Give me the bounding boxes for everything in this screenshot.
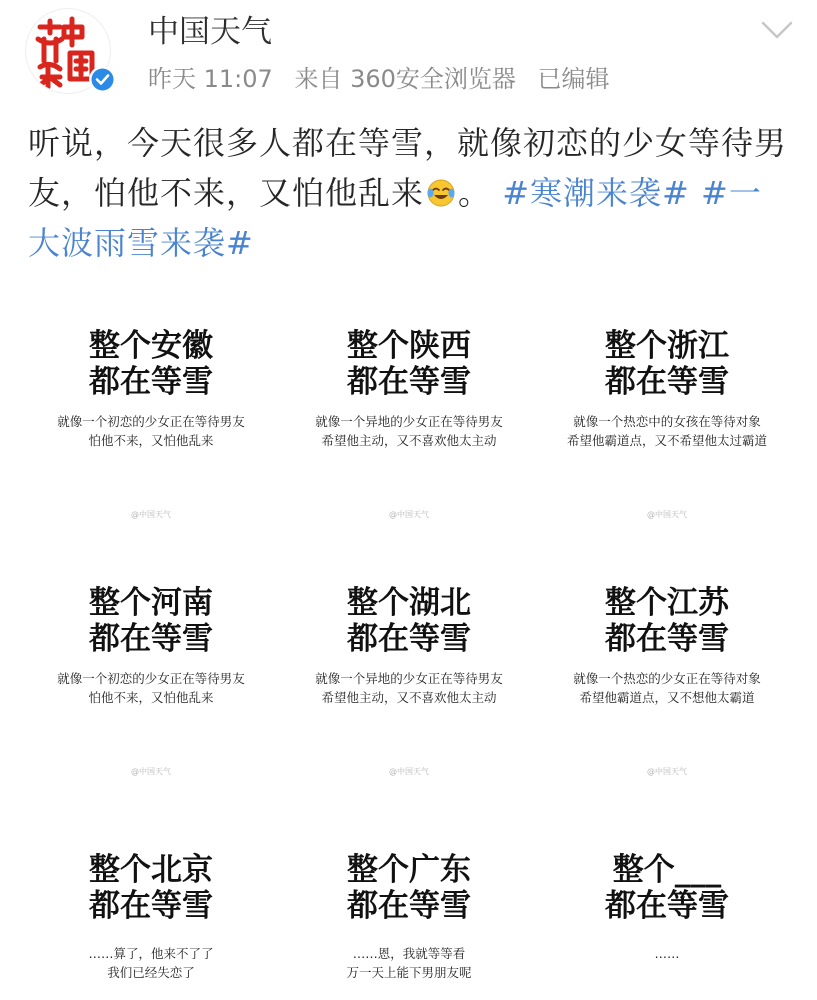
image-title: 整个江苏 都在等雪 [605, 585, 729, 657]
edited-label[interactable]: 已编辑 [537, 65, 610, 93]
author-name[interactable]: 中国天气 [148, 14, 272, 50]
post-time: 昨天 11:07 [148, 65, 273, 93]
watermark: @中国天气 [131, 767, 171, 776]
grid-image[interactable] [22, 280, 280, 537]
watermark: @中国天气 [647, 510, 687, 519]
grid-image[interactable] [280, 794, 538, 990]
watermark: @中国天气 [389, 510, 429, 519]
post-header [0, 0, 817, 110]
image-title: 整个湖北 都在等雪 [347, 585, 471, 657]
image-title: 整个___ 都在等雪 [605, 852, 729, 924]
grid-image[interactable] [22, 537, 280, 794]
post-source: 来自 360安全浏览器 [294, 65, 516, 93]
image-title: 整个河南 都在等雪 [89, 585, 213, 657]
image-title: 整个浙江 都在等雪 [605, 328, 729, 400]
post-text: 听说，今天很多人都在等雪，就像初恋的少女等待男友，怕他不来，又怕他乱来 [28, 124, 788, 212]
image-title: 整个北京 都在等雪 [89, 852, 213, 924]
grid-image[interactable] [538, 280, 796, 537]
image-caption: 就像一个异地的少女正在等待男友 希望他主动，又不喜欢他太主动 [315, 671, 503, 705]
hashtag-link[interactable]: #寒潮来袭# [502, 174, 690, 212]
watermark: @中国天气 [131, 510, 171, 519]
image-title: 整个陕西 都在等雪 [347, 328, 471, 400]
hashtag-link[interactable]: #一大波雨雪来袭# [28, 174, 762, 262]
laughing-crying-emoji-icon [426, 172, 456, 202]
image-grid [22, 280, 796, 990]
watermark: @中国天气 [647, 767, 687, 776]
verified-badge-icon [89, 66, 116, 93]
image-caption: ……恩，我就等等看 万一天上能下男朋友呢 [346, 946, 472, 980]
watermark: @中国天气 [389, 767, 429, 776]
grid-image[interactable] [280, 537, 538, 794]
post-meta [148, 62, 624, 96]
image-title: 整个安徽 都在等雪 [89, 328, 213, 400]
image-caption: ……算了，他来不了了 我们已经失恋了 [88, 946, 214, 980]
image-caption: 就像一个初恋的少女正在等待男友 怕他不来，又怕他乱来 [57, 414, 245, 448]
post-text-end: 。 [458, 174, 492, 212]
grid-image[interactable] [280, 280, 538, 537]
image-caption: 就像一个异地的少女正在等待男友 希望他主动，又不喜欢他太主动 [315, 414, 503, 448]
image-title: 整个广东 都在等雪 [347, 852, 471, 924]
image-caption: 就像一个初恋的少女正在等待男友 怕他不来，又怕他乱来 [57, 671, 245, 705]
grid-image[interactable] [538, 537, 796, 794]
grid-image[interactable] [22, 794, 280, 990]
chevron-down-icon[interactable] [759, 18, 795, 42]
image-caption: 就像一个热恋中的女孩在等待对象 希望他霸道点，又不希望他太过霸道 [566, 414, 767, 448]
post-body [28, 118, 792, 268]
image-caption: 就像一个热恋的少女正在等待对象 希望他霸道点，又不想他太霸道 [573, 671, 761, 705]
image-caption: …… [654, 946, 680, 961]
grid-image[interactable] [538, 794, 796, 990]
